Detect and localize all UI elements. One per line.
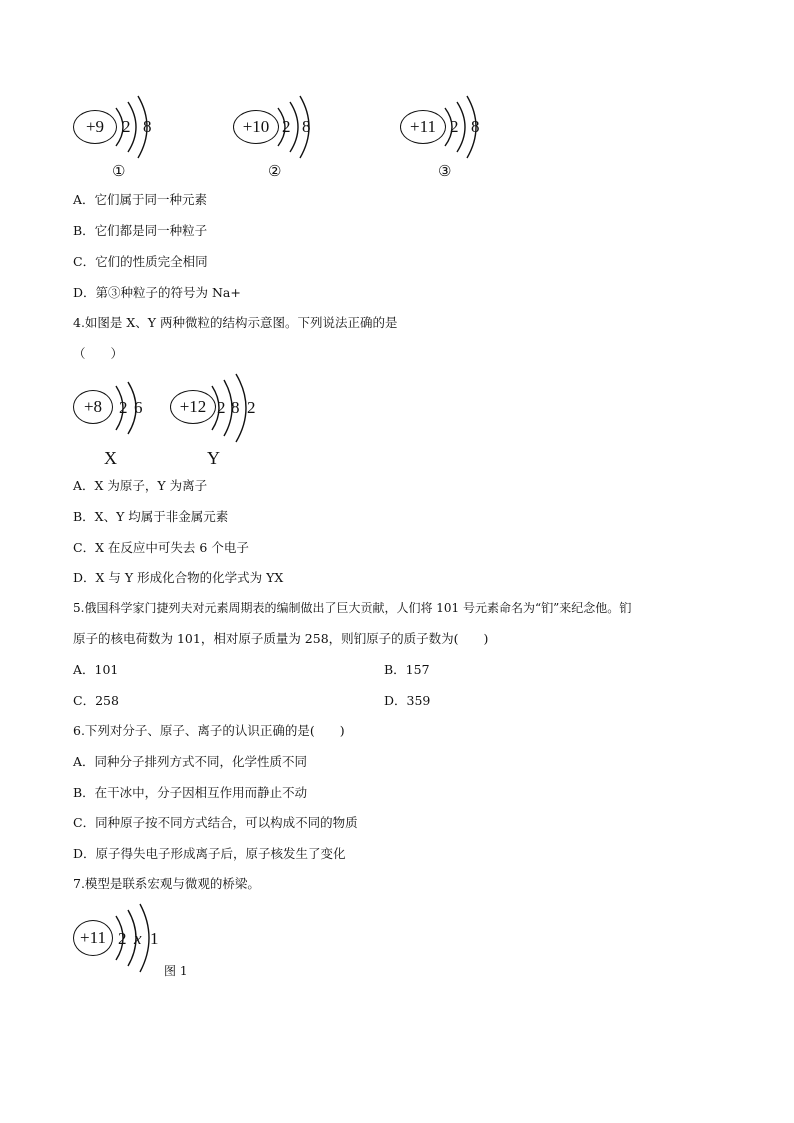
- shell-electron-count: 2: [118, 929, 127, 948]
- option-c: C．同种原子按不同方式结合，可以构成不同的物质: [73, 815, 358, 830]
- shell-electron-count: 2: [122, 117, 131, 136]
- nucleus-circle: +12: [170, 390, 216, 424]
- question-stem: 4.如图是 X、Y 两种微粒的结构示意图。下列说法正确的是: [73, 315, 398, 330]
- particle-label-y: Y: [207, 448, 220, 468]
- figure-caption: 图 1: [164, 964, 188, 978]
- answer-bracket: （ ）: [73, 346, 124, 361]
- option-a: A．101: [73, 662, 119, 677]
- electron-shell-arcs: [110, 378, 150, 438]
- shell-electron-count: 2: [217, 398, 226, 417]
- shell-electron-count: 6: [134, 398, 143, 417]
- particle-label-x: X: [104, 448, 117, 468]
- option-b: B．157: [384, 662, 430, 677]
- option-c: C．它们的性质完全相同: [73, 254, 208, 269]
- nucleus-circle: +9: [73, 110, 117, 144]
- electron-shell-arcs: [270, 92, 320, 162]
- option-d: D．359: [384, 693, 431, 708]
- shell-electron-count: 8: [143, 117, 152, 136]
- nucleus-circle: +11: [73, 920, 113, 956]
- nucleus-circle: +8: [73, 390, 113, 424]
- nucleus-circle: +10: [233, 110, 279, 144]
- question-stem: 7.模型是联系宏观与微观的桥梁。: [73, 876, 260, 891]
- option-c: C．258: [73, 693, 119, 708]
- option-b: B．在干冰中，分子因相互作用而静止不动: [73, 785, 308, 800]
- question-stem-continued: 原子的核电荷数为 101，相对原子质量为 258，则钔原子的质子数为( ): [73, 631, 489, 646]
- shell-electron-count: 2: [247, 398, 256, 417]
- shell-electron-count: 8: [231, 398, 240, 417]
- shell-electron-count: 2: [119, 398, 128, 417]
- diagram-label: ①: [112, 164, 126, 180]
- nucleus-circle: +11: [400, 110, 446, 144]
- option-a: A．X 为原子，Y 为离子: [73, 478, 208, 493]
- question-stem: 6.下列对分子、原子、离子的认识正确的是( ): [73, 723, 345, 738]
- shell-electron-count: 8: [302, 117, 311, 136]
- option-b: B．X、Y 均属于非金属元素: [73, 509, 229, 524]
- option-a: A．同种分子排列方式不同，化学性质不同: [73, 754, 308, 769]
- electron-shell-arcs: [437, 92, 487, 162]
- diagram-label: ②: [268, 164, 282, 180]
- shell-electron-count: 2: [450, 117, 459, 136]
- shell-electron-count: x: [134, 929, 142, 948]
- shell-electron-count: 8: [471, 117, 480, 136]
- question-stem: 5.俄国科学家门捷列夫对元素周期表的编制做出了巨大贡献，人们将 101 号元素命名为“钔”来纪念他。钔: [73, 601, 632, 615]
- shell-electron-count: 1: [150, 929, 159, 948]
- option-d: D．原子得失电子形成离子后，原子核发生了变化: [73, 846, 346, 861]
- option-b: B．它们都是同一种粒子: [73, 223, 208, 238]
- option-d: D．第③种粒子的符号为 Na+: [73, 285, 241, 300]
- option-a: A．它们属于同一种元素: [73, 192, 208, 207]
- option-c: C．X 在反应中可失去 6 个电子: [73, 540, 249, 555]
- shell-electron-count: 2: [282, 117, 291, 136]
- option-d: D．X 与 Y 形成化合物的化学式为 YX: [73, 570, 284, 585]
- diagram-label: ③: [438, 164, 452, 180]
